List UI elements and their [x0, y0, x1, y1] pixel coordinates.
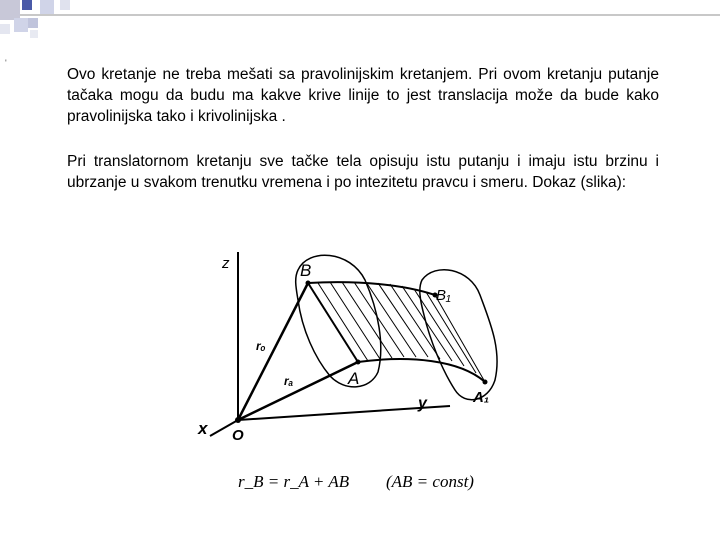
constant-vector-note: (AB = const) [386, 472, 474, 491]
trajectory-b [308, 282, 435, 295]
paragraph-translation-properties: Pri translatornom kretanju sve tačke tela opisuju istu putanju i imaju istu brzinu i ubrzanje u svakom trenutku vremena i po intezitetu pravcu i smeru. Dokaz (slika): [67, 153, 659, 191]
translation-diagram [190, 240, 510, 450]
label-b1: B₁ [436, 287, 451, 304]
label-b: B [300, 261, 312, 280]
label-x: x [198, 419, 208, 438]
label-a1: A₁ [473, 389, 490, 406]
paragraph-translation-intro: Ovo kretanje ne treba mešati sa pravolinijskim kretanjem. Pri ovom kretanju putanje tačaka mogu da budu ma kakve krive linije to jest translacija može da bude kako pravolinijska tako i krivolinijska . [67, 66, 659, 125]
point-a1 [483, 380, 488, 385]
rb-vector [238, 283, 308, 420]
trajectory-a [358, 359, 485, 382]
bullet-mark: ' [5, 58, 7, 68]
point-a [356, 360, 361, 365]
point-b [306, 281, 311, 286]
label-rb: rₒ [256, 339, 266, 353]
label-ra: rₐ [284, 374, 294, 388]
label-o: O [232, 427, 244, 444]
position-formula: r_B = r_A + AB [238, 472, 350, 491]
label-a: A [348, 369, 360, 388]
ra-vector [238, 362, 358, 420]
label-z: z [222, 255, 230, 272]
label-y: y [418, 395, 427, 412]
point-o [235, 417, 241, 423]
header-decoration [0, 0, 720, 45]
